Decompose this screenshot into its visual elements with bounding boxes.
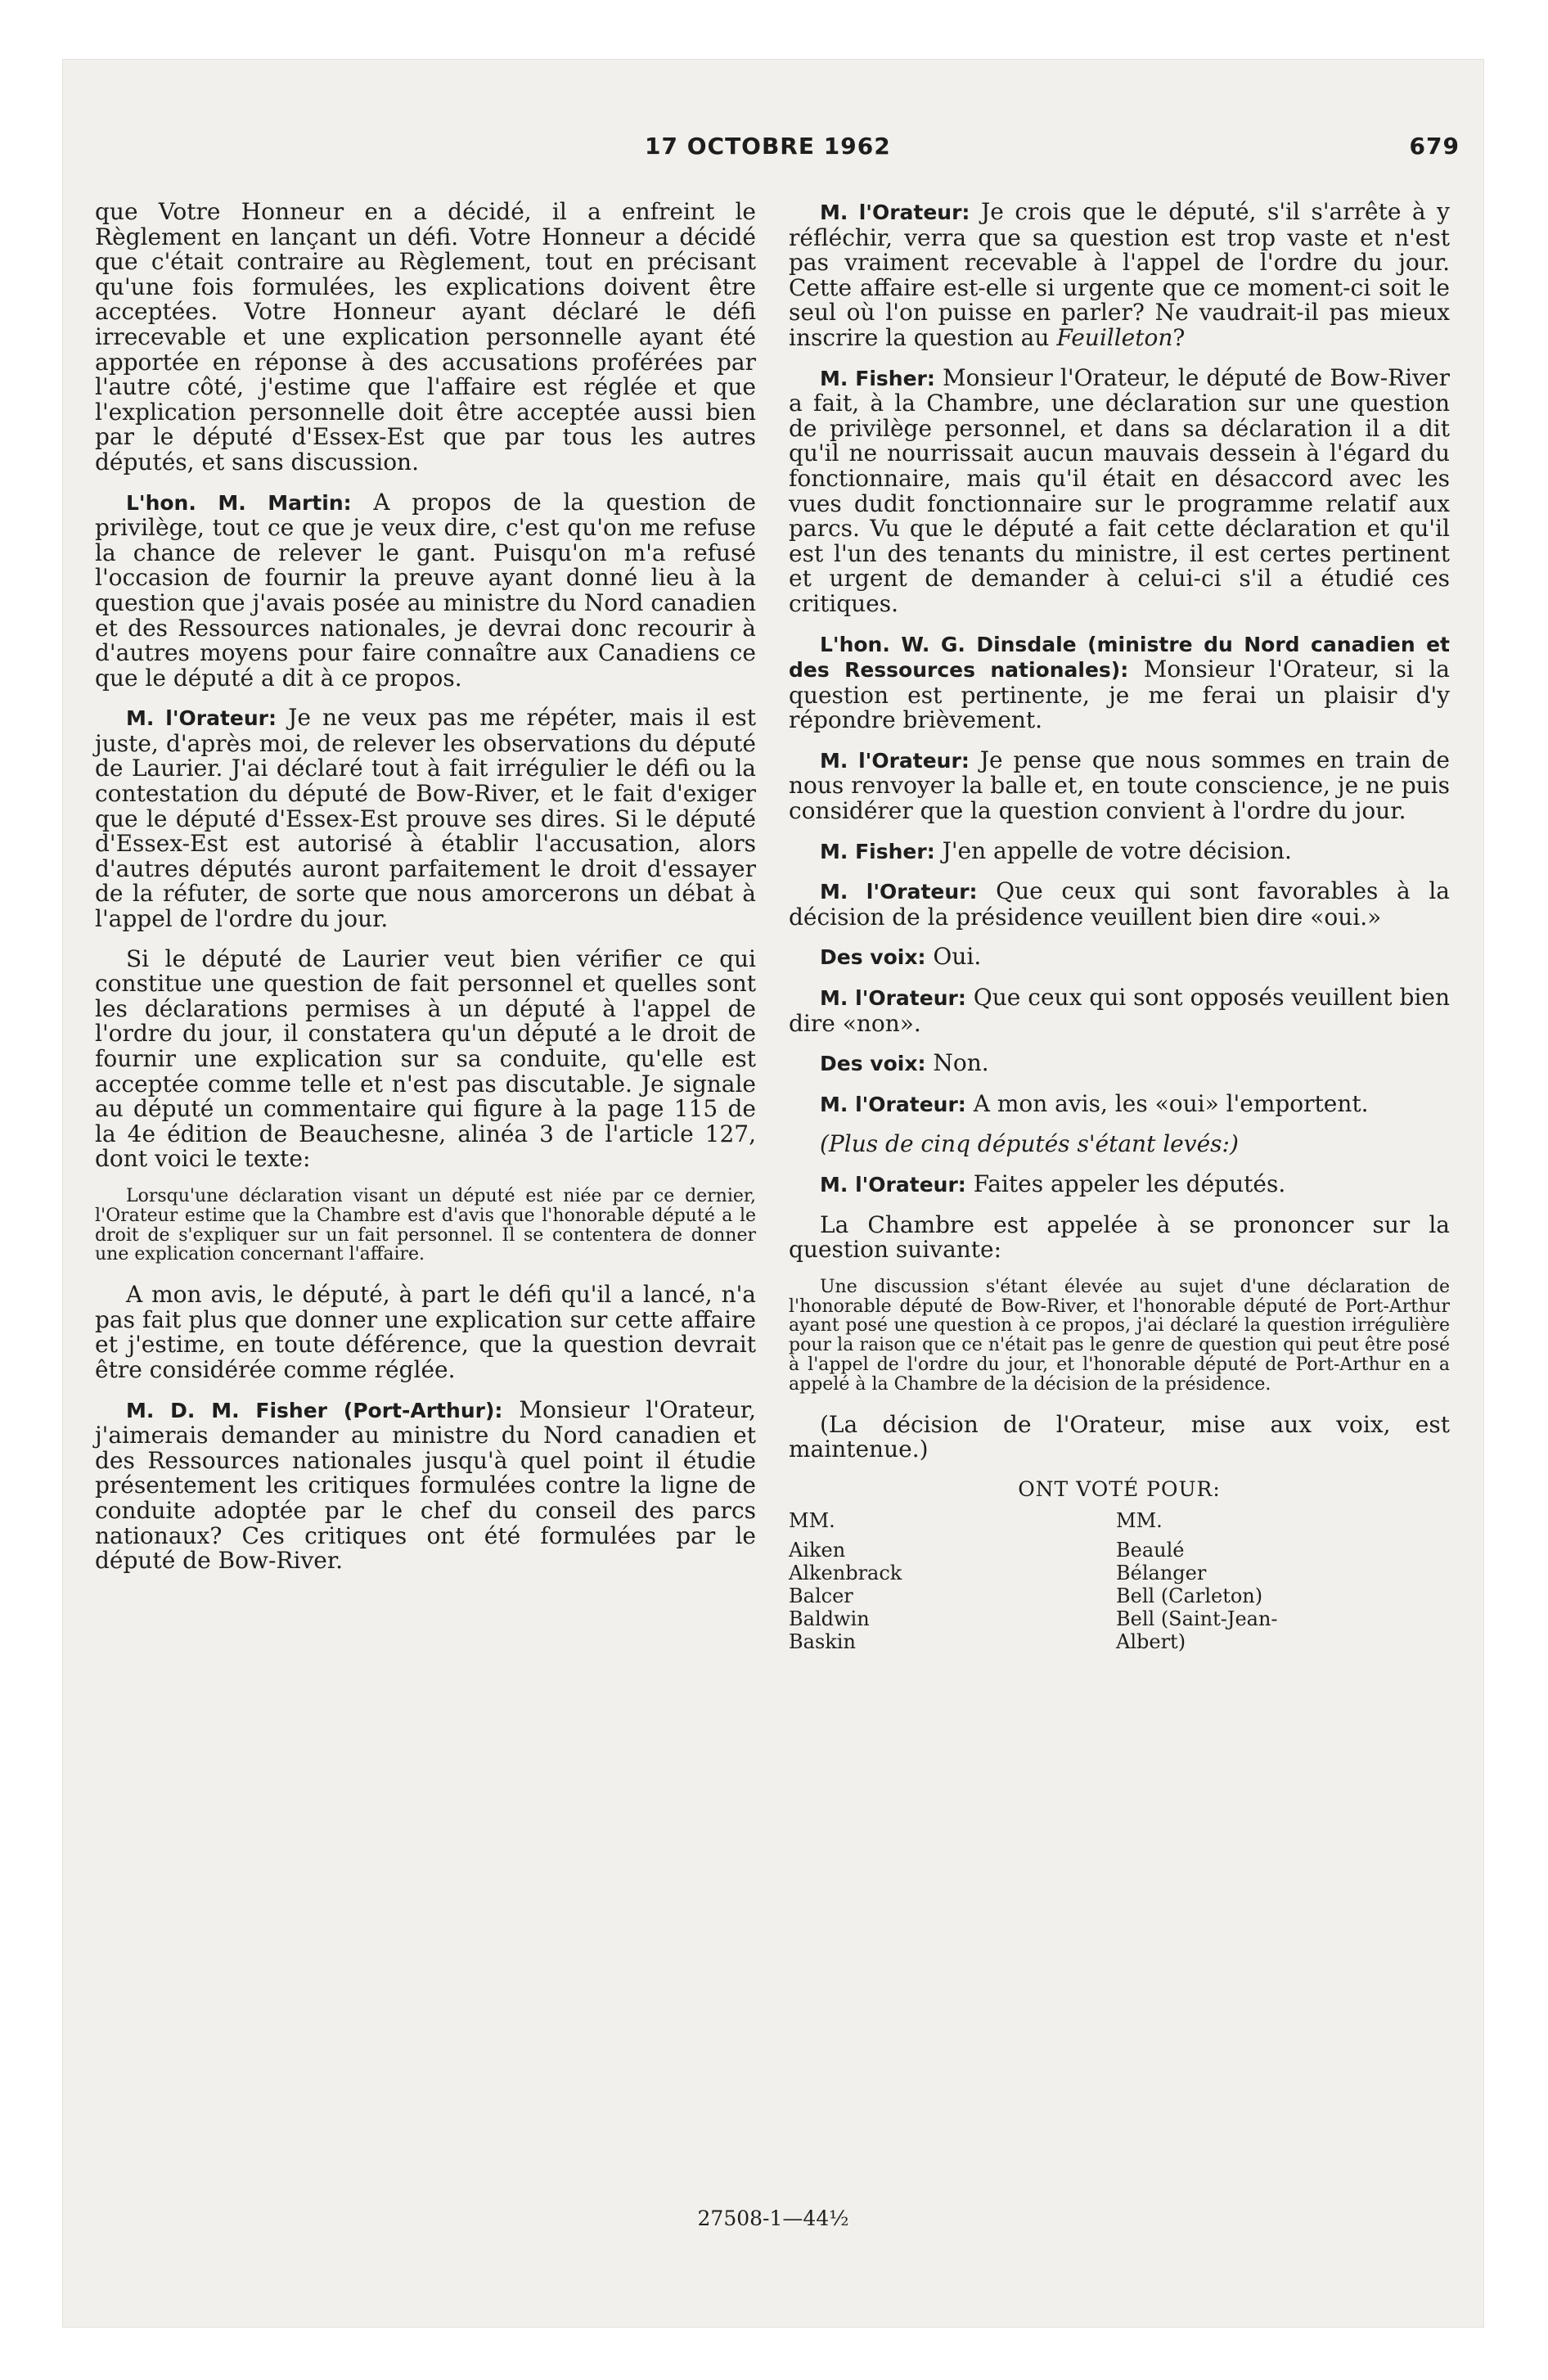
speaker-name: M. l'Orateur:: [820, 1092, 966, 1116]
vote-list: [789, 1509, 1450, 1653]
speech-text: A propos de la question de privilège, tout ce que je veux dire, c'est qu'on me refuse la chance de relever le gant. Puisqu'on m'a refusé l'occasion de fournir la preuve ayant donné lieu à la question que j'avais posée au ministre du Nord canadien et des Ressources nationales, je devrai donc recourir à d'autres moyens pour faire connaître aux Canadiens ce que le député a dit à ce propos.: [95, 488, 756, 692]
vote-column-header: MM.: [789, 1508, 835, 1532]
vote-name: Bell (Carleton): [1116, 1584, 1263, 1607]
speech-text-end: ?: [1172, 323, 1186, 351]
speech-text: Que ceux qui sont favorables à la décision de la présidence veuillent bien dire «oui.»: [789, 877, 1450, 931]
vote-name: Baldwin: [789, 1607, 870, 1630]
speech-text: Monsieur l'Orateur, si la question est pertinente, je me ferai un plaisir d'y répondre brièvement.: [789, 656, 1450, 734]
block-quote: Une discussion s'étant élevée au sujet d'une déclaration de l'honorable député de Bow-River, et l'honorable député de Port-Arthur ayant posé une question à ce propos, j'ai déclaré la question irrégulière pour la raison que ce n'était pas le genre de question qui peut être posé à l'appel de l'ordre du jour, et l'honorable député de Port-Arthur en a appelé à la Chambre de la décision de la présidence.: [789, 1276, 1450, 1395]
paragraph: [789, 1172, 1450, 1198]
vote-column-2: [1116, 1509, 1443, 1653]
paragraph: [789, 944, 1450, 971]
speaker-name: M. l'Orateur:: [126, 706, 277, 731]
stage-direction: (Plus de cinq députés s'étant levés:): [820, 1130, 1239, 1158]
page-number: 679: [1409, 133, 1460, 160]
speaker-name: M. D. M. Fisher (Port-Arthur):: [126, 1398, 503, 1422]
paragraph: [95, 1395, 756, 1575]
header-date: 17 OCTOBRE 1962: [645, 133, 891, 160]
vote-column-1: [789, 1509, 1116, 1653]
speech-text: Non.: [925, 1049, 989, 1077]
speaker-name: L'hon. W. G. Dinsdale (ministre du Nord canadien et des Ressources nationales):: [789, 632, 1450, 683]
speech-text: Je pense que nous sommes en train de nous renvoyer la balle et, en toute conscience, je ne puis considérer que la question convient à l'ordre du jour.: [789, 746, 1450, 825]
speech-text: Monsieur l'Orateur, j'aimerais demander au ministre du Nord canadien et des Ressources nationales jusqu'à quel point il étudie présentement les critiques formulées contre la ligne de conduite adoptée par le chef du conseil des parcs nationaux? Ces critiques ont été formulées par le député de Bow-River.: [95, 1395, 756, 1575]
right-column: [789, 200, 1450, 1653]
italic-term: Feuilleton: [1056, 323, 1173, 351]
speaker-name: M. l'Orateur:: [820, 986, 966, 1011]
paragraph: [789, 985, 1450, 1036]
speaker-name: M. l'Orateur:: [820, 201, 970, 224]
speech-text: Je crois que le député, s'il s'arrête à y réfléchir, verra que sa question est trop vaste et n'est pas vraiment recevable à l'appel de l'ordre du jour. Cette affaire est-elle si urgente que ce moment-ci soit le seul où l'on puisse en parler? Ne vaudrait-il pas mieux inscrire la question au: [789, 198, 1450, 351]
vote-name: Balcer: [789, 1584, 853, 1607]
vote-title: ONT VOTÉ POUR:: [1018, 1476, 1221, 1501]
vote-name: Bell (Saint-Jean- Albert): [1116, 1607, 1278, 1653]
paragraph: que Votre Honneur en a décidé, il a enfreint le Règlement en lançant un défi. Votre Honneur a décidé que c'était contraire au Règlement, tout en précisant qu'une fois formulées, les explications doivent être acceptées. Votre Honneur ayant déclaré le défi irrecevable et une explication personnelle ayant été apportée en réponse à des accusations proférées par l'autre côté, j'estime que l'affaire est réglée et que l'explication personnelle doit être acceptée aussi bien par le député d'Essex-Est que par tous les autres députés, et sans discussion.: [95, 198, 756, 476]
paragraph: [789, 200, 1450, 351]
paragraph: [789, 1051, 1450, 1077]
paragraph: [789, 879, 1450, 930]
speech-text: Je ne veux pas me répéter, mais il est juste, d'après moi, de relever les observations du député de Laurier. J'ai déclaré tout à fait irrégulier le défi ou la contestation du député de Bow-River, et le fait d'exiger que le député d'Essex-Est prouve ses dires. Si le député d'Essex-Est est autorisé à établir l'accusation, alors d'autres députés auront parfaitement le droit d'essayer de la réfuter, de sorte que nous amorcerons un débat à l'appel de l'ordre du jour.: [95, 704, 756, 933]
vote-name: Baskin: [789, 1629, 856, 1653]
vote-name: Beaulé: [1116, 1538, 1185, 1562]
vote-name: Aiken: [789, 1538, 846, 1562]
speaker-name: L'hon. M. Martin:: [126, 490, 352, 515]
vote-name: Alkenbrack: [789, 1561, 902, 1584]
speaker-name: M. l'Orateur:: [820, 748, 970, 773]
paragraph: Si le député de Laurier veut bien vérifier ce qui constitue une question de fait personnel et quelles sont les déclarations permises à un député à l'appel de l'ordre du jour, il constatera qu'un député a le droit de fournir une explication sur sa conduite, qu'elle est acceptée comme telle et n'est pas discutable. Je signale au député un commentaire qui figure à la page 115 de la 4e édition de Beauchesne, alinéa 3 de l'article 127, dont voici le texte:: [95, 944, 756, 1173]
paragraph: A mon avis, le député, à part le défi qu'il a lancé, n'a pas fait plus que donner une explication sur cette affaire et j'estime, en toute déférence, que la question devrait être considérée comme réglée.: [95, 1281, 756, 1383]
footer-code: 27508-1—44½: [697, 2206, 849, 2230]
paragraph: (La décision de l'Orateur, mise aux voix, est maintenue.): [789, 1410, 1450, 1463]
speaker-name: Des voix:: [820, 1052, 926, 1076]
vote-name: Bélanger: [1116, 1561, 1207, 1584]
block-quote: Lorsqu'une déclaration visant un député est niée par ce dernier, l'Orateur estime que la Chambre est d'avis que l'honorable député a le droit de s'expliquer sur un fait personnel. Il se contentera de donner une explication concernant l'affaire.: [95, 1185, 756, 1265]
speech-text: Faites appeler les députés.: [965, 1170, 1286, 1197]
speech-text: A mon avis, les «oui» l'emportent.: [965, 1089, 1369, 1117]
speaker-name: Des voix:: [820, 945, 926, 970]
paragraph: [789, 632, 1450, 733]
speech-text: Monsieur l'Orateur, le député de Bow-River a fait, à la Chambre, une déclaration sur une question de privilège personnel, et dans sa déclaration il a dit qu'il ne nourrissait aucun mauvais dessein à l'égard du fonctionnaire, mais qu'il était en désaccord avec les vues dudit fonctionnaire sur le programme relatif aux parcs. Vu que le député a fait cette déclaration et qu'il est l'un des tenants du ministre, il est certes pertinent et urgent de demander à celui-ci s'il a étudié ces critiques.: [789, 363, 1450, 617]
speaker-name: M. Fisher:: [820, 839, 935, 863]
paragraph: [789, 1089, 1450, 1118]
paragraph: [789, 748, 1450, 824]
paragraph: [95, 490, 756, 692]
speech-text: Oui.: [925, 943, 982, 971]
vote-column-header: MM.: [1116, 1508, 1163, 1532]
paragraph: La Chambre est appelée à se prononcer sur la question suivante:: [789, 1210, 1450, 1264]
speaker-name: M. Fisher:: [820, 366, 935, 390]
speech-text: Que ceux qui sont opposés veuillent bien dire «non».: [789, 984, 1450, 1037]
paragraph: [789, 836, 1450, 865]
page-header: [62, 133, 1484, 169]
speaker-name: M. l'Orateur:: [820, 880, 978, 904]
speech-text: J'en appelle de votre décision.: [934, 836, 1292, 864]
page: [62, 59, 1484, 2328]
paragraph: [95, 705, 756, 931]
speaker-name: M. l'Orateur:: [820, 1173, 966, 1197]
paragraph: [789, 363, 1450, 617]
left-column: [95, 200, 756, 1589]
